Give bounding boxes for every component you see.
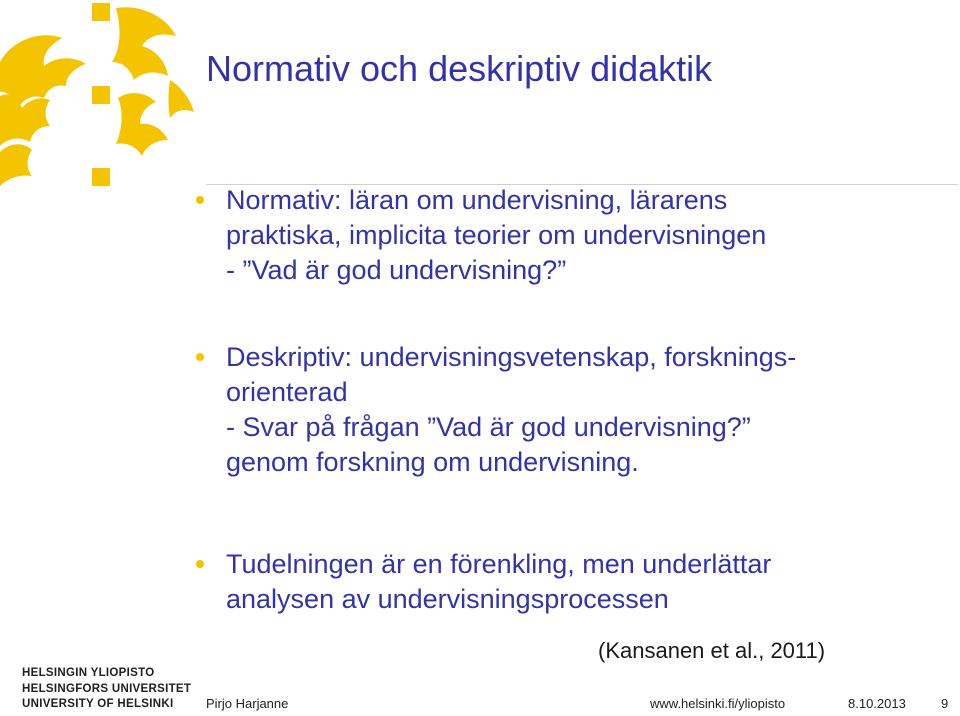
bullet-line: analysen av undervisningsprocessen bbox=[226, 584, 669, 614]
bullet-dot-icon bbox=[196, 196, 204, 204]
bullet-line: - Svar på frågan ”Vad är god undervisning?” bbox=[226, 412, 751, 442]
university-name-fi: HELSINGIN YLIOPISTO bbox=[22, 667, 155, 679]
footer-url: www.helsinki.fi/yliopisto bbox=[650, 696, 786, 711]
bullet-label: Deskriptiv: bbox=[226, 342, 353, 372]
bullet-line: praktiska, implicita teorier om undervisningen bbox=[226, 220, 767, 250]
bullet-text: läran om undervisning, lärarens bbox=[349, 185, 728, 215]
bullet-text: undervisningsvetenskap, forsknings- bbox=[359, 342, 797, 372]
university-names bbox=[22, 666, 191, 713]
bullet-deskriptiv bbox=[196, 340, 916, 480]
citation: (Kansanen et al., 2011) bbox=[598, 638, 826, 663]
university-name-en: UNIVERSITY OF HELSINKI bbox=[22, 698, 174, 710]
footer-date: 8.10.2013 bbox=[848, 696, 906, 711]
bullet-line bbox=[226, 340, 916, 375]
bullet-tudelningen bbox=[196, 547, 916, 617]
bullet-line bbox=[226, 183, 916, 218]
university-flame-logo-icon bbox=[0, 0, 200, 195]
bullet-dot-icon bbox=[196, 353, 204, 361]
footer-author: Pirjo Harjanne bbox=[206, 696, 289, 711]
bullet-label: Normativ: bbox=[226, 185, 342, 215]
bullet-line: Tudelningen är en förenkling, men underlättar bbox=[226, 549, 772, 579]
bullet-line: genom forskning om undervisning. bbox=[226, 447, 639, 477]
bullet-line: - ”Vad är god undervisning?” bbox=[226, 255, 567, 285]
slide-title: Normativ och deskriptiv didaktik bbox=[206, 48, 713, 89]
bullet-normativ bbox=[196, 183, 916, 288]
university-name-sv: HELSINGFORS UNIVERSITET bbox=[22, 682, 192, 695]
bullet-dot-icon bbox=[196, 560, 204, 568]
bullet-line: orienterad bbox=[226, 377, 348, 407]
page-number: 9 bbox=[941, 696, 949, 711]
